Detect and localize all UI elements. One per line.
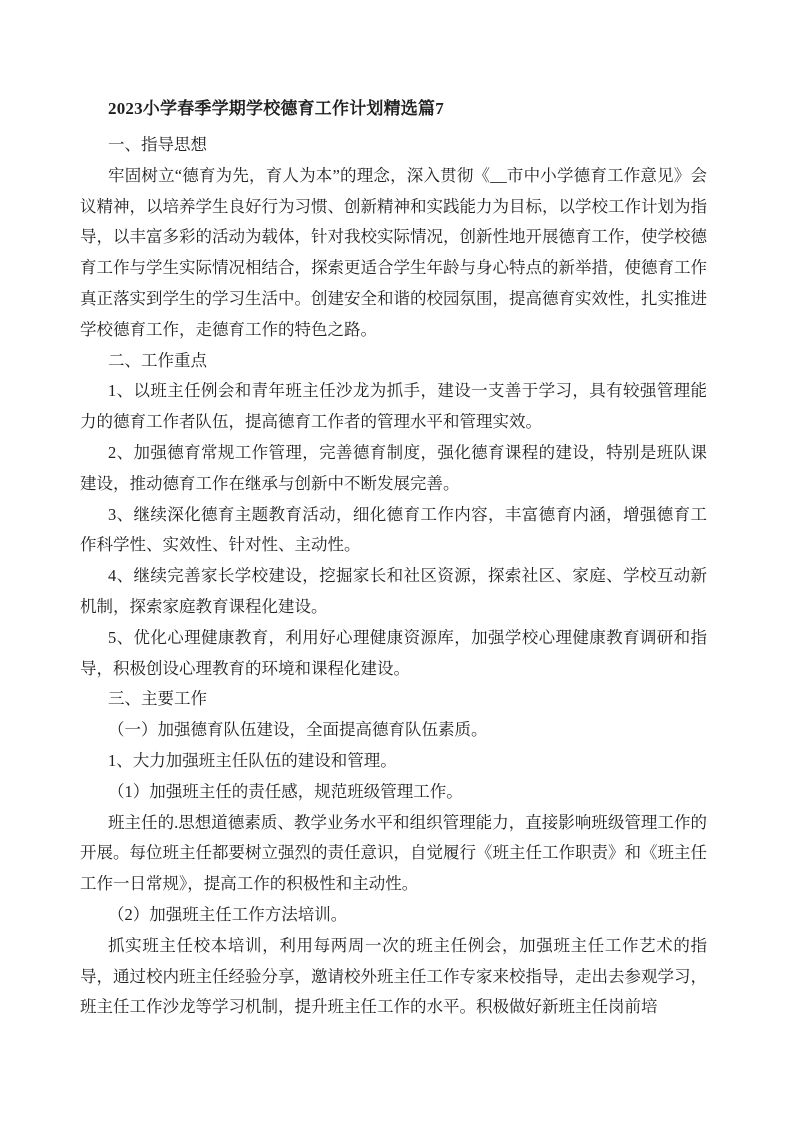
document-title: 2023小学春季学期学校德育工作计划精选篇7	[108, 99, 444, 118]
paragraph-main-work-item-1-1-1: （1）加强班主任的责任感，规范班级管理工作。	[108, 781, 463, 801]
paragraph-priority-4: 4、继续完善家长学校建设，挖掘家长和社区资源，探索社区、家庭、学校互动新机制，探索家庭教育课程化建设。	[80, 566, 707, 616]
section-heading-work-priorities: 二、工作重点	[108, 350, 207, 370]
paragraph-main-work-item-1-1-2: （2）加强班主任工作方法培训。	[108, 904, 348, 924]
section-heading-main-work: 三、主要工作	[108, 689, 207, 709]
paragraph-priority-1: 1、以班主任例会和青年班主任沙龙为抓手，建设一支善于学习，具有较强管理能力的德育工作者队伍，提高德育工作者的管理水平和管理实效。	[80, 381, 707, 432]
paragraph-priority-3: 3、继续深化德育主题教育活动，细化德育工作内容，丰富德育内涵，增强德育工作科学性、实效性、针对性、主动性。	[80, 504, 707, 555]
paragraph-guiding-ideology-body: 牢固树立“德育为先，育人为本”的理念，深入贯彻《__市中小学德育工作意见》会议精神，以培养学生良好行为习惯、创新精神和实践能力为目标，以学校工作计划为指导，以丰富多彩的活动为载体，针对我校实际情况，创新性地开展德育工作，使学校德育工作与学生实际情况相结合，探索更适合学生年龄与身心特点的新举措，使德育工作真正落实到学生的学习生活中。创建安全和谐的校园氛围，提高德育实效性，扎实推进学校德育工作，走德育工作的特色之路。	[80, 165, 707, 339]
paragraph-priority-5: 5、优化心理健康教育，利用好心理健康资源库，加强学校心理健康教育调研和指导，积极创设心理教育的环境和课程化建设。	[80, 627, 707, 678]
paragraph-main-work-item-1-1: 1、大力加强班主任队伍的建设和管理。	[108, 750, 397, 770]
paragraph-head-teacher-responsibility: 班主任的.思想道德素质、教学业务水平和组织管理能力，直接影响班级管理工作的开展。每位班主任都要树立强烈的责任意识，自觉履行《班主任工作职责》和《班主任工作一日常规》，提高工作的积极性和主动性。	[80, 812, 707, 894]
paragraph-head-teacher-training: 抓实班主任校本培训，利用每两周一次的班主任例会，加强班主任工作艺术的指导，通过校内班主任经验分享，邀请校外班主任工作专家来校指导，走出去参观学习，班主任工作沙龙等学习机制，提升班主任工作的水平。积极做好新班主任岗前培	[80, 935, 707, 1017]
section-heading-guiding-ideology: 一、指导思想	[108, 135, 207, 154]
paragraph-priority-2: 2、加强德育常规工作管理，完善德育制度，强化德育课程的建设，特别是班队课建设，推动德育工作在继承与创新中不断发展完善。	[80, 442, 707, 493]
paragraph-main-work-item-1: （一）加强德育队伍建设，全面提高德育队伍素质。	[108, 720, 488, 740]
